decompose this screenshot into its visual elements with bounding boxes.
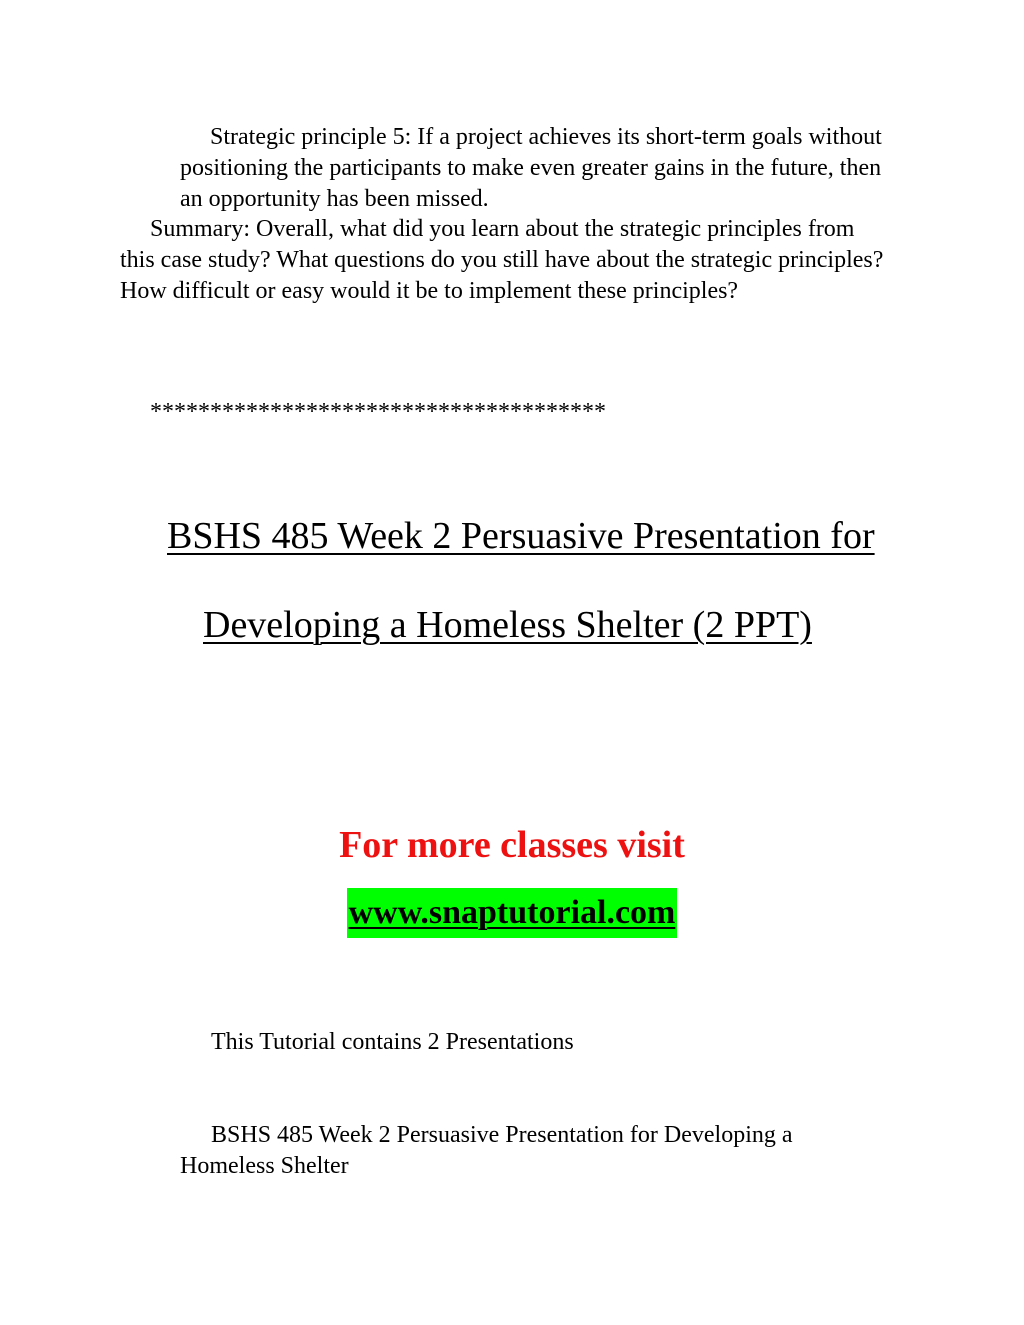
tutorial-contents-note: This Tutorial contains 2 Presentations [211,1029,574,1055]
snaptutorial-link[interactable]: www.snaptutorial.com [347,888,678,938]
strategic-principle-5-text: Strategic principle 5: If a project achieves its short-term goals without positioning the participants to make even greater gains in the future, then an opportunity has been missed. [180,124,882,212]
promo-heading: For more classes visit [339,824,685,866]
asterisk-divider: ************************************** [150,399,606,425]
summary-paragraph: Summary: Overall, what did you learn about the strategic principles from this case study? What questions do you still have about the strategic principles? How difficult or easy would it be to implement these principles? [120,216,884,304]
presentation-item-text: BSHS 485 Week 2 Persuasive Presentation for Developing a Homeless Shelter [180,1122,793,1179]
site-link-wrapper [0,888,1024,938]
title-heading-line-2: Developing a Homeless Shelter (2 PPT) [203,604,812,646]
title-heading-line-1: BSHS 485 Week 2 Persuasive Presentation for [167,515,875,557]
